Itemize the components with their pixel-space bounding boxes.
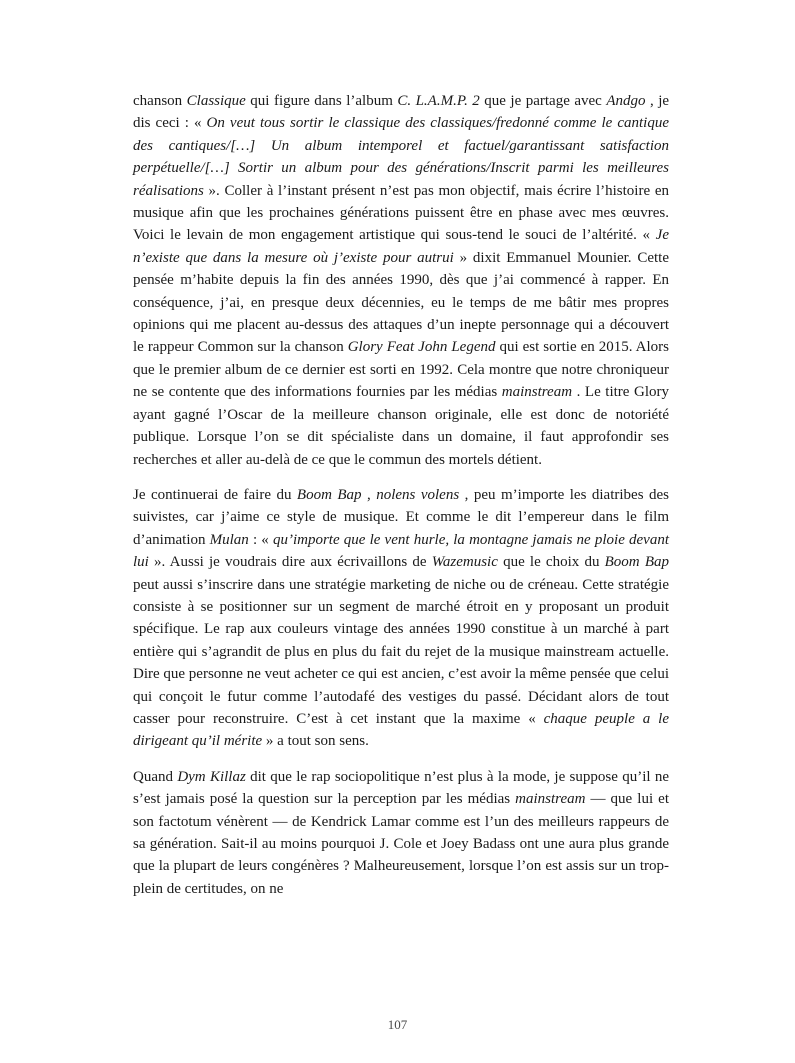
text-run: Je continuerai de faire du [133, 486, 297, 503]
text-run: » dixit Emmanuel Mounier. Cette pensée m’habite depuis la fin des années 1990, dès que j’ai commencé à rapper. En conséquence, j’ai, en presque deux décennies, eu le temps de me bâtir mes propres opinions qui me placent au-dessus des attaques d’un inepte personnage qui a découvert le rappeur Common sur la chanson [133, 249, 670, 356]
text-run: qui figure dans l’album [245, 93, 398, 109]
paragraph [133, 90, 669, 471]
italic-text-run: nolens volens [376, 486, 460, 503]
paragraph [133, 484, 669, 753]
italic-text-run: Classique [186, 93, 246, 109]
text-run: que le choix du [497, 554, 605, 571]
text-run: . Le titre Glory ayant gagné l’Oscar de la meilleure chanson originale, elle est donc de notoriété publique. Lorsque l’on se dit spécialiste dans un domaine, il faut approfondir ses recherches et aller au-delà de ce que le commun des mortels détient. [133, 384, 669, 468]
italic-text-run: Mulan [209, 531, 249, 548]
text-run: , [361, 486, 377, 503]
text-run: , je dis ceci : « [133, 93, 670, 132]
italic-text-run: Je n’existe que dans la mesure où j’existe pour autrui [133, 227, 669, 266]
page-body [133, 90, 669, 900]
italic-text-run: Boom Bap [296, 486, 362, 503]
text-run: chanson [133, 93, 187, 109]
text-run: » a tout son sens. [262, 733, 369, 750]
text-run: — que lui et son factotum vénèrent — de Kendrick Lamar comme est l’un des meilleurs rappeurs de sa génération. Sait-il au moins pourquoi J. Cole et Joey Badass ont une aura plus grande que la plupart de leurs congénères ? Malheureusement, lorsque l’on est assis sur un trop-plein de certitudes, on ne [133, 791, 669, 897]
italic-text-run: qu’importe que le vent hurle, la montagne jamais ne ploie devant lui [133, 531, 670, 571]
italic-text-run: Dym Killaz [177, 768, 246, 785]
paragraph [133, 766, 669, 900]
text-run: : « [248, 531, 273, 548]
text-run: , peu m’importe les diatribes des suivistes, car j’aime ce style de musique. Et comme le dit l’empereur dans le film d’animation [133, 486, 669, 548]
italic-text-run: chaque peuple a le dirigeant qu’il mérite [133, 710, 669, 750]
italic-text-run: C. L.A.M.P. 2 [397, 93, 480, 109]
text-run: Quand [133, 768, 178, 785]
italic-text-run: On veut tous sortir le classique des classiques/fredonné comme le cantique des cantiques/[…] Un album intemporel et factuel/garantissant satisfaction perpétuelle/[…] Sortir un album pour des générations/Inscrit parmi les meilleures réalisations [133, 115, 669, 199]
text-run: dit que le rap sociopolitique n’est plus à la mode, je suppose qu’il ne s’est jamais posé la question sur la perception par les médias [133, 768, 669, 808]
italic-text-run: Glory Feat John Legend [347, 339, 496, 356]
italic-text-run: mainstream [501, 384, 573, 401]
text-run: que je partage avec [479, 93, 607, 109]
text-run: ». Coller à l’instant présent n’est pas mon objectif, mais écrire l’histoire en musique afin que les prochaines générations puissent être en phase avec mes œuvres. Voici le levain de mon engagement artistique qui sous-tend le souci de l’altérité. « [133, 182, 669, 244]
italic-text-run: Wazemusic [431, 554, 498, 571]
italic-text-run: mainstream [515, 791, 586, 808]
text-run: ». Aussi je voudrais dire aux écrivaillons de [148, 554, 432, 571]
text-run: peut aussi s’inscrire dans une stratégie marketing de niche ou de créneau. Cette stratégie consiste à se positionner sur un segment de marché étroit en y proposant un produit spécifique. Le rap aux couleurs vintage des années 1990 constitue à un marché à part entière qui s’agrandit de plus en plus du fait du rejet de la musique mainstream actuelle. Dire que personne ne veut acheter ce qui est ancien, c’est avoir la même pensée que celui qui conçoit le futur comme l’autodafé des vestiges du passé. Décidant alors de tout casser pour reconstruire. C’est à cet instant que la maxime « [133, 576, 670, 727]
italic-text-run: Boom Bap [604, 554, 669, 571]
text-run: qui est sortie en 2015. Alors que le premier album de ce dernier est sorti en 1992. Cela montre que notre chroniqueur ne se contente que des informations fournies par les médias [133, 339, 669, 401]
page-number: 107 [387, 1017, 408, 1032]
italic-text-run: Andgo [606, 93, 646, 109]
